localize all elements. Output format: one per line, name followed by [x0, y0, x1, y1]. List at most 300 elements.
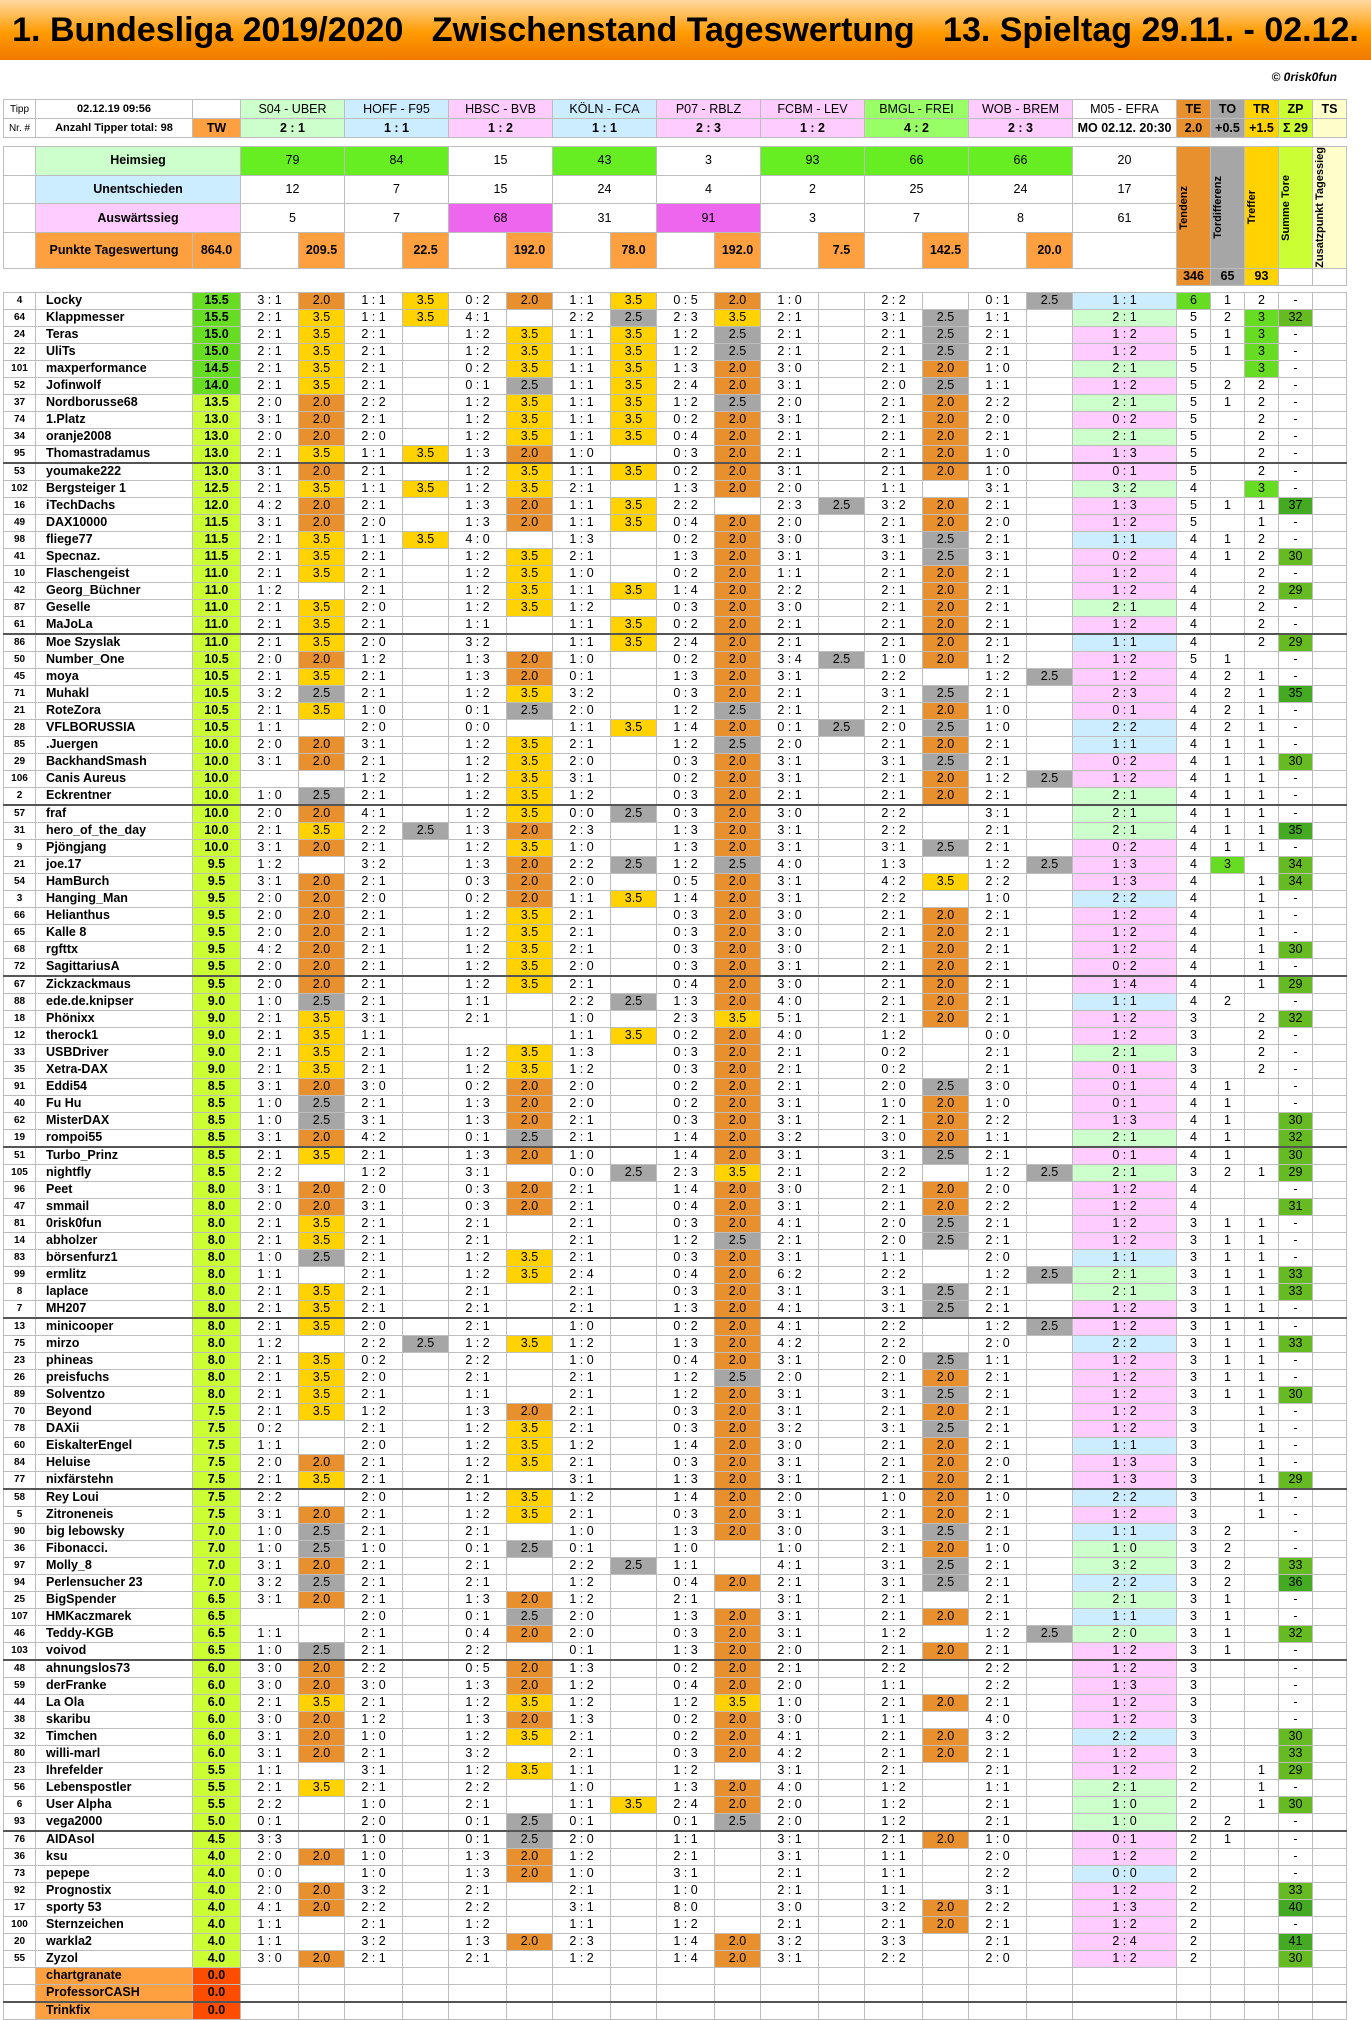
ts-points: [1313, 839, 1347, 856]
points-2: [507, 719, 553, 736]
tr-points: [1245, 1523, 1279, 1540]
tip-1: 2 : 2: [345, 394, 403, 411]
player-row: [4, 873, 1347, 890]
player-name: therock1: [36, 1027, 193, 1044]
points-5: [819, 1813, 865, 1831]
points-7: [1027, 941, 1073, 958]
tip-8: 1 : 2: [1073, 1352, 1177, 1369]
points-4: 2.0: [715, 685, 761, 702]
match-name-3: KÖLN - FCA: [553, 100, 657, 119]
tip-6: 2 : 0: [865, 1352, 923, 1369]
points-5: [819, 2002, 865, 2020]
tip-8: 0 : 2: [1073, 411, 1177, 428]
tip-1: 1 : 0: [345, 1865, 403, 1882]
tip-8: 1 : 0: [1073, 1540, 1177, 1557]
points-2: [507, 1352, 553, 1369]
player-name: Perlensucher 23: [36, 1574, 193, 1591]
tip-5: 2 : 1: [761, 1660, 819, 1678]
points-7: [1027, 1728, 1073, 1745]
points-6: 2.5: [923, 1300, 969, 1318]
tipp-number: 57: [4, 805, 36, 823]
ts-points: [1313, 411, 1347, 428]
tip-4: 0 : 3: [657, 1061, 715, 1078]
tip-3: 1 : 3: [553, 1660, 611, 1678]
points-3: [611, 1848, 657, 1865]
to-points: 1: [1211, 1283, 1245, 1300]
points-5: [819, 1625, 865, 1642]
spacer: [193, 285, 241, 292]
punkte-val-6: 142.5: [923, 233, 969, 269]
points-0: 2.5: [299, 1523, 345, 1540]
points-7: [1027, 1147, 1073, 1165]
day-score: 9.0: [193, 1044, 241, 1061]
tip-0: 2 : 2: [241, 1489, 299, 1507]
tip-0: 1 : 1: [241, 1266, 299, 1283]
tip-2: 2 : 1: [449, 1950, 507, 1967]
points-2: 3.5: [507, 976, 553, 994]
points-5: [819, 1420, 865, 1437]
spacer: [449, 138, 507, 147]
points-7: [1027, 651, 1073, 668]
te-points: 5: [1177, 394, 1211, 411]
points-1: [403, 1249, 449, 1266]
points-5: [819, 1318, 865, 1336]
points-6: [923, 1335, 969, 1352]
tip-7: 2 : 1: [969, 1642, 1027, 1660]
day-score: 11.5: [193, 548, 241, 565]
te-points: 3: [1177, 1386, 1211, 1403]
points-3: 3.5: [611, 326, 657, 343]
tip-2: 1 : 2: [449, 480, 507, 497]
tipp-number: 49: [4, 514, 36, 531]
points-7: [1027, 1027, 1073, 1044]
points-3: 2.5: [611, 1164, 657, 1181]
to-points: 1: [1211, 1129, 1245, 1147]
player-row: [4, 805, 1347, 823]
points-0: 2.0: [299, 1711, 345, 1728]
tip-7: 2 : 1: [969, 1386, 1027, 1403]
points-5: [819, 326, 865, 343]
vertical-label-text: Tordifferenz: [1212, 176, 1224, 239]
points-2: 3.5: [507, 787, 553, 805]
tip-3: 1 : 1: [553, 1027, 611, 1044]
tipp-number: 24: [4, 326, 36, 343]
points-0: 3.5: [299, 634, 345, 652]
points-0: 2.0: [299, 1181, 345, 1198]
te-points: 3: [1177, 1249, 1211, 1266]
tip-3: 2 : 1: [553, 1112, 611, 1129]
tr-points: 3: [1245, 360, 1279, 377]
tip-4: 0 : 2: [657, 565, 715, 582]
tip-3: 1 : 1: [553, 497, 611, 514]
tr-points: 1: [1245, 1506, 1279, 1523]
points-3: [611, 924, 657, 941]
zp-points: -: [1279, 326, 1313, 343]
tipp-number: 60: [4, 1437, 36, 1454]
tr-points: 1: [1245, 1796, 1279, 1813]
tip-5: 4 : 0: [761, 856, 819, 873]
tip-3: 2 : 3: [553, 822, 611, 839]
points-5: [819, 1232, 865, 1249]
ts-value: [1313, 119, 1347, 138]
zp-points: 29: [1279, 634, 1313, 652]
points-6: [923, 1882, 969, 1899]
points-7: [1027, 1403, 1073, 1420]
te-points: 3: [1177, 1010, 1211, 1027]
tip-5: 2 : 1: [761, 1882, 819, 1899]
tip-3: 2 : 1: [553, 1745, 611, 1762]
tip-8: 1 : 1: [1073, 292, 1177, 309]
player-row: [4, 1711, 1347, 1728]
tip-7: 2 : 1: [969, 1403, 1027, 1420]
points-6: 2.5: [923, 343, 969, 360]
player-name: Locky: [36, 292, 193, 309]
points-0: 3.5: [299, 1061, 345, 1078]
player-row: [4, 326, 1347, 343]
player-row: [4, 1591, 1347, 1608]
match-name-2: HBSC - BVB: [449, 100, 553, 119]
player-row: [4, 1112, 1347, 1129]
to-points: [1211, 1882, 1245, 1899]
tr-points: 2: [1245, 1027, 1279, 1044]
points-0: 3.5: [299, 1215, 345, 1232]
ts-points: [1313, 958, 1347, 976]
points-4: 2.0: [715, 1677, 761, 1694]
tip-7: 2 : 1: [969, 1232, 1027, 1249]
tip-8: 1 : 3: [1073, 1899, 1177, 1916]
spacer: [657, 285, 715, 292]
points-3: [611, 787, 657, 805]
ts-points: [1313, 1369, 1347, 1386]
day-score: 11.0: [193, 634, 241, 652]
points-0: 2.5: [299, 685, 345, 702]
points-5: [819, 1044, 865, 1061]
day-score: 8.0: [193, 1198, 241, 1215]
points-6: 2.0: [923, 1916, 969, 1933]
tip-6: 3 : 1: [865, 548, 923, 565]
points-6: 2.0: [923, 634, 969, 652]
points-2: 3.5: [507, 326, 553, 343]
tip-7: 1 : 2: [969, 1318, 1027, 1336]
points-7: [1027, 1831, 1073, 1849]
player-name: ede.de.knipser: [36, 993, 193, 1010]
day-score: 8.0: [193, 1369, 241, 1386]
tip-6: 2 : 1: [865, 1591, 923, 1608]
points-2: 3.5: [507, 565, 553, 582]
spacer: [819, 285, 865, 292]
points-3: [611, 1129, 657, 1147]
tip-6: 2 : 1: [865, 463, 923, 481]
stat-heimsieg-3: 43: [553, 147, 657, 176]
points-1: [403, 1660, 449, 1678]
spacer: [553, 138, 611, 147]
tip-6: 2 : 1: [865, 582, 923, 599]
tip-0: 1 : 1: [241, 719, 299, 736]
zp-points: -: [1279, 993, 1313, 1010]
spacer: [299, 268, 345, 285]
zp-header: ZP: [1279, 100, 1313, 119]
tip-1: [345, 2002, 403, 2020]
player-name: 0risk0fun: [36, 1215, 193, 1232]
tip-7: 2 : 2: [969, 394, 1027, 411]
tip-8: 3 : 2: [1073, 480, 1177, 497]
tr-points: 2: [1245, 445, 1279, 463]
tip-8: 1 : 1: [1073, 736, 1177, 753]
points-4: 2.0: [715, 1129, 761, 1147]
points-3: 3.5: [611, 582, 657, 599]
tipp-number: 13: [4, 1318, 36, 1336]
tip-2: 1 : 2: [449, 1061, 507, 1078]
points-0: 2.0: [299, 1950, 345, 1967]
tip-1: 1 : 1: [345, 292, 403, 309]
points-4: 2.0: [715, 565, 761, 582]
points-6: [923, 1044, 969, 1061]
tip-0: 2 : 1: [241, 309, 299, 326]
player-name: RoteZora: [36, 702, 193, 719]
player-name: smmail: [36, 1198, 193, 1215]
tip-1: 3 : 2: [345, 856, 403, 873]
tip-6: 1 : 1: [865, 1677, 923, 1694]
tip-6: 2 : 1: [865, 634, 923, 652]
tip-6: 2 : 2: [865, 1164, 923, 1181]
to-points: 1: [1211, 1215, 1245, 1232]
ts-points: [1313, 1010, 1347, 1027]
match-result-6: 4 : 2: [865, 119, 969, 138]
tip-5: 3 : 1: [761, 1386, 819, 1403]
day-score: 6.5: [193, 1642, 241, 1660]
tip-4: 0 : 4: [657, 976, 715, 994]
player-row: [4, 941, 1347, 958]
tip-2: 1 : 2: [449, 343, 507, 360]
to-total: 65: [1211, 268, 1245, 285]
tip-8: 1 : 2: [1073, 1300, 1177, 1318]
points-6: 2.0: [923, 1540, 969, 1557]
tip-0: 3 : 0: [241, 1950, 299, 1967]
player-name: moya: [36, 668, 193, 685]
match-name-1: HOFF - F95: [345, 100, 449, 119]
player-name: BackhandSmash: [36, 753, 193, 770]
day-score: 8.5: [193, 1164, 241, 1181]
points-7: [1027, 1608, 1073, 1625]
tip-3: 2 : 0: [553, 1831, 611, 1849]
tip-5: 2 : 2: [761, 582, 819, 599]
tip-6: 0 : 2: [865, 1044, 923, 1061]
points-5: [819, 1215, 865, 1232]
spacer: [1073, 268, 1177, 285]
points-6: 2.0: [923, 1198, 969, 1215]
points-2: 2.0: [507, 856, 553, 873]
tip-0: 3 : 1: [241, 292, 299, 309]
tip-1: 2 : 1: [345, 1232, 403, 1249]
tip-0: 2 : 0: [241, 1882, 299, 1899]
tip-4: 0 : 3: [657, 1283, 715, 1300]
player-name: fraf: [36, 805, 193, 823]
spacer: [657, 138, 715, 147]
te-points: 2: [1177, 1899, 1211, 1916]
tr-points: 2: [1245, 599, 1279, 616]
tip-8: 2 : 4: [1073, 1933, 1177, 1950]
ts-points: [1313, 907, 1347, 924]
points-0: 2.0: [299, 753, 345, 770]
tip-6: 2 : 1: [865, 616, 923, 634]
te-points: 5: [1177, 309, 1211, 326]
tip-7: 2 : 1: [969, 958, 1027, 976]
tip-3: 2 : 3: [553, 1933, 611, 1950]
te-points: 2: [1177, 1762, 1211, 1779]
tr-points: [1245, 1642, 1279, 1660]
tr-points: 1: [1245, 941, 1279, 958]
tip-4: 1 : 2: [657, 1762, 715, 1779]
page-banner: 1. Bundesliga 2019/2020 Zwischenstand Tageswertung 13. Spieltag 29.11. - 02.12.: [0, 0, 1371, 60]
player-name: preisfuchs: [36, 1369, 193, 1386]
points-1: [403, 1984, 449, 2002]
tip-5: 3 : 2: [761, 1420, 819, 1437]
tip-1: 2 : 1: [345, 582, 403, 599]
to-points: [1211, 1779, 1245, 1796]
tip-3: 2 : 1: [553, 941, 611, 958]
tr-points: 2: [1245, 565, 1279, 582]
zp-points: -: [1279, 343, 1313, 360]
to-points: [1211, 1933, 1245, 1950]
day-score: 7.0: [193, 1557, 241, 1574]
tip-2: 0 : 3: [449, 1181, 507, 1198]
points-5: [819, 565, 865, 582]
player-row: [4, 1557, 1347, 1574]
stat-auswaertssieg-8: 61: [1073, 204, 1177, 233]
zp-points: -: [1279, 839, 1313, 856]
tip-5: 4 : 0: [761, 1027, 819, 1044]
points-2: 2.0: [507, 1677, 553, 1694]
points-1: [403, 1865, 449, 1882]
tip-3: 1 : 1: [553, 411, 611, 428]
points-5: [819, 1660, 865, 1678]
day-score: 7.5: [193, 1506, 241, 1523]
zp-points: -: [1279, 719, 1313, 736]
points-3: [611, 685, 657, 702]
points-3: [611, 1660, 657, 1678]
tip-4: 1 : 3: [657, 822, 715, 839]
to-points: [1211, 976, 1245, 994]
points-6: 2.0: [923, 514, 969, 531]
tip-1: 1 : 1: [345, 445, 403, 463]
zp-points: 30: [1279, 1728, 1313, 1745]
tr-points: [1245, 1694, 1279, 1711]
to-points: [1211, 360, 1245, 377]
nr-label: Nr. #: [4, 119, 36, 138]
match-name-5: FCBM - LEV: [761, 100, 865, 119]
points-1: [403, 2002, 449, 2020]
points-2: [507, 1984, 553, 2002]
points-7: [1027, 428, 1073, 445]
points-2: [507, 309, 553, 326]
points-3: 3.5: [611, 1027, 657, 1044]
tip-0: 2 : 1: [241, 343, 299, 360]
tr-points: 1: [1245, 1215, 1279, 1232]
points-3: [611, 753, 657, 770]
player-row: [4, 1848, 1347, 1865]
points-4: 2.0: [715, 1796, 761, 1813]
points-3: 3.5: [611, 890, 657, 907]
tr-points: 2: [1245, 463, 1279, 481]
tip-7: 1 : 2: [969, 651, 1027, 668]
points-1: 3.5: [403, 309, 449, 326]
tip-3: 1 : 2: [553, 1489, 611, 1507]
tip-6: 1 : 2: [865, 1625, 923, 1642]
points-6: 2.0: [923, 463, 969, 481]
tip-6: 2 : 2: [865, 1950, 923, 1967]
tip-6: 2 : 2: [865, 822, 923, 839]
points-0: [299, 1916, 345, 1933]
spacer: [923, 138, 969, 147]
points-5: [819, 1471, 865, 1489]
tip-7: 2 : 1: [969, 1574, 1027, 1591]
tr-points: [1245, 1147, 1279, 1165]
points-7: [1027, 1437, 1073, 1454]
points-0: 2.0: [299, 1454, 345, 1471]
te-points: 4: [1177, 634, 1211, 652]
points-3: [611, 1745, 657, 1762]
points-4: [715, 2002, 761, 2020]
spacer: [345, 138, 403, 147]
points-2: 2.5: [507, 1813, 553, 1831]
tip-0: 3 : 1: [241, 1591, 299, 1608]
punkte-blank: [4, 233, 36, 269]
player-name: Heluise: [36, 1454, 193, 1471]
tip-1: 2 : 1: [345, 993, 403, 1010]
tip-1: 2 : 1: [345, 1471, 403, 1489]
points-7: [1027, 753, 1073, 770]
tr-points: [1245, 1950, 1279, 1967]
tip-7: 1 : 0: [969, 463, 1027, 481]
tip-6: 1 : 0: [865, 1095, 923, 1112]
player-name: Zyzol: [36, 1950, 193, 1967]
points-3: [611, 480, 657, 497]
tip-1: 2 : 1: [345, 548, 403, 565]
points-2: 2.0: [507, 445, 553, 463]
day-score: 14.5: [193, 360, 241, 377]
te-header: TE: [1177, 100, 1211, 119]
tip-1: 3 : 1: [345, 1198, 403, 1215]
tipp-number: 80: [4, 1745, 36, 1762]
stat-auswaertssieg-3: 31: [553, 204, 657, 233]
points-1: [403, 394, 449, 411]
tip-3: 1 : 1: [553, 634, 611, 652]
points-4: 2.0: [715, 1318, 761, 1336]
tipp-number: 64: [4, 309, 36, 326]
player-row: [4, 445, 1347, 463]
tip-4: 0 : 3: [657, 787, 715, 805]
tip-4: 0 : 3: [657, 941, 715, 958]
zp-points: 40: [1279, 1899, 1313, 1916]
stat-blank: [4, 147, 36, 176]
tipp-number: 14: [4, 1232, 36, 1249]
points-6: 2.0: [923, 1831, 969, 1849]
points-6: [923, 1762, 969, 1779]
tip-5: 3 : 1: [761, 1198, 819, 1215]
ts-points: [1313, 1831, 1347, 1849]
points-1: [403, 1437, 449, 1454]
to-points: 1: [1211, 651, 1245, 668]
player-name: big lebowsky: [36, 1523, 193, 1540]
tipp-number: 85: [4, 736, 36, 753]
tip-8: 1 : 3: [1073, 1471, 1177, 1489]
zp-points: 29: [1279, 1164, 1313, 1181]
match-result-4: 2 : 3: [657, 119, 761, 138]
points-7: [1027, 343, 1073, 360]
tip-4: 0 : 4: [657, 1677, 715, 1694]
tip-2: 0 : 0: [449, 719, 507, 736]
tip-8: 1 : 2: [1073, 565, 1177, 582]
